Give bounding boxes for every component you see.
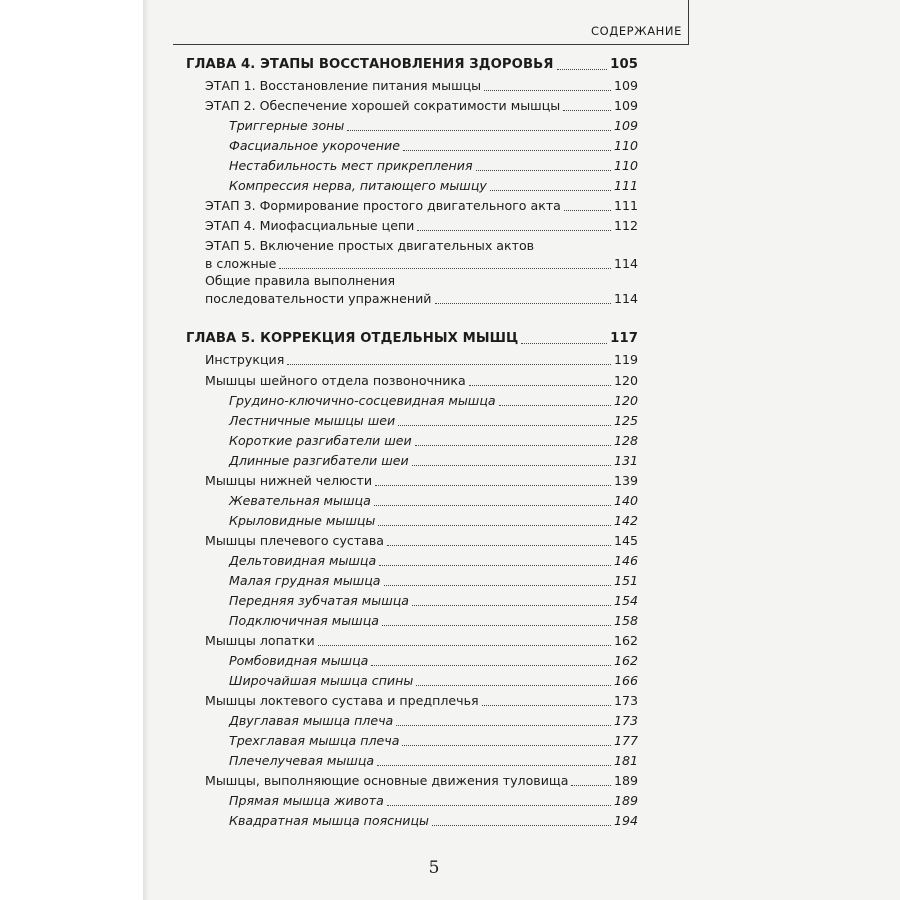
leader-dots [384, 585, 611, 586]
entry-title: Крыловидные мышцы [229, 513, 376, 528]
chapter-title: ГЛАВА 5. КОРРЕКЦИЯ ОТДЕЛЬНЫХ МЫШЦ [186, 331, 519, 346]
page-ref: 189 [613, 773, 638, 788]
toc-entry [205, 372, 638, 390]
page-ref: 162 [613, 633, 638, 648]
toc-entry [205, 197, 638, 215]
toc-subentry [229, 492, 638, 510]
leader-dots [371, 665, 611, 666]
entry-title: Короткие разгибатели шеи [229, 433, 412, 448]
page-ref: 110 [613, 158, 638, 173]
entry-title: Мышцы лопатки [205, 633, 315, 648]
leader-dots [482, 705, 611, 706]
entry-title: Подключичная мышца [229, 613, 379, 628]
page-ref: 120 [613, 393, 638, 408]
toc-entry [205, 290, 638, 308]
leader-dots [379, 565, 611, 566]
leader-dots [403, 150, 611, 151]
toc-entry [205, 692, 638, 710]
leader-dots [387, 545, 611, 546]
leader-dots [374, 505, 611, 506]
toc-entry [205, 255, 638, 273]
toc-subentry [229, 672, 638, 690]
page-ref: 119 [613, 352, 638, 367]
leader-dots [564, 210, 611, 211]
entry-title: ЭТАП 2. Обеспечение хорошей сократимости мышцы [205, 98, 561, 113]
entry-title: Нестабильность мест прикрепления [229, 158, 473, 173]
toc-subentry [229, 812, 638, 830]
page-ref: 139 [613, 473, 638, 488]
page-ref: 112 [613, 218, 638, 233]
page-ref: 110 [613, 138, 638, 153]
leader-dots [484, 90, 611, 91]
leader-dots [476, 170, 611, 171]
leader-dots [417, 230, 611, 231]
toc-subentry [229, 452, 638, 470]
entry-title: Прямая мышца живота [229, 793, 384, 808]
leader-dots [287, 364, 611, 365]
leader-dots [387, 805, 611, 806]
toc-entry [205, 532, 638, 550]
toc-entry-line1: Общие правила выполнения [205, 273, 396, 288]
toc-subentry [229, 732, 638, 750]
toc-subentry [229, 412, 638, 430]
page-ref: 177 [613, 733, 638, 748]
leader-dots [279, 268, 611, 269]
entry-title: Инструкция [205, 352, 285, 367]
entry-title: Длинные разгибатели шеи [229, 453, 409, 468]
page-ref: 105 [610, 57, 638, 72]
leader-dots [571, 785, 610, 786]
toc-subentry [229, 592, 638, 610]
running-header: СОДЕРЖАНИЕ [590, 24, 682, 38]
entry-title-continued: последовательности упражнений [205, 291, 432, 306]
toc-subentry [229, 572, 638, 590]
entry-title: Фасциальное укорочение [229, 138, 400, 153]
leader-dots [396, 725, 611, 726]
toc-subentry [229, 432, 638, 450]
entry-title: Квадратная мышца поясницы [229, 813, 429, 828]
entry-title: ЭТАП 4. Миофасциальные цепи [205, 218, 415, 233]
page-ref: 114 [613, 291, 638, 306]
toc-entry [205, 632, 638, 650]
leader-dots [377, 765, 611, 766]
toc-subentry [229, 792, 638, 810]
page-ref: 166 [613, 673, 638, 688]
leader-dots [469, 385, 611, 386]
entry-title-continued: в сложные [205, 256, 277, 271]
leader-dots [499, 405, 611, 406]
toc-entry [205, 97, 638, 115]
page-ref: 194 [613, 813, 638, 828]
leader-dots [415, 445, 611, 446]
entry-title: ЭТАП 1. Восстановление питания мышцы [205, 78, 482, 93]
leader-dots [375, 485, 611, 486]
toc-subentry [229, 612, 638, 630]
page-ref: 189 [613, 793, 638, 808]
toc-subentry [229, 652, 638, 670]
toc-subentry [229, 392, 638, 410]
entry-title: Плечелучевая мышца [229, 753, 375, 768]
toc-subentry [229, 157, 638, 175]
toc-entry-line1: ЭТАП 5. Включение простых двигательных актов [205, 238, 535, 253]
entry-title: Грудино-ключично-сосцевидная мышца [229, 393, 496, 408]
page-ref: 128 [613, 433, 638, 448]
entry-title: Мышцы плечевого сустава [205, 533, 385, 548]
leader-dots [416, 685, 611, 686]
leader-dots [318, 645, 611, 646]
page-ref: 158 [613, 613, 638, 628]
page-ref: 120 [613, 373, 638, 388]
page-ref: 114 [613, 256, 638, 271]
page-ref: 146 [613, 553, 638, 568]
entry-title: Мышцы шейного отдела позвоночника [205, 373, 466, 388]
entry-title: Мышцы нижней челюсти [205, 473, 373, 488]
page-ref: 125 [613, 413, 638, 428]
page-ref: 162 [613, 653, 638, 668]
page-ref: 117 [610, 331, 638, 346]
leader-dots [435, 303, 611, 304]
page-ref: 140 [613, 493, 638, 508]
toc-subentry [229, 752, 638, 770]
entry-title: Передняя зубчатая мышца [229, 593, 410, 608]
entry-title: Дельтовидная мышца [229, 553, 377, 568]
toc-entry [205, 351, 638, 369]
leader-dots [490, 190, 611, 191]
toc-entry [205, 77, 638, 95]
entry-title: Мышцы локтевого сустава и предплечья [205, 693, 479, 708]
toc-subentry [229, 137, 638, 155]
entry-title: Малая грудная мышца [229, 573, 381, 588]
page-ref: 173 [613, 693, 638, 708]
chapter-5-heading [186, 330, 638, 348]
page-ref: 109 [613, 78, 638, 93]
toc-subentry [229, 512, 638, 530]
leader-dots [347, 130, 611, 131]
entry-title: Триггерные зоны [229, 118, 345, 133]
entry-title: Жевательная мышца [229, 493, 371, 508]
entry-title: Двуглавая мышца плеча [229, 713, 394, 728]
page-ref: 142 [613, 513, 638, 528]
page-ref: 173 [613, 713, 638, 728]
toc-entry [205, 217, 638, 235]
toc-subentry [229, 117, 638, 135]
chapter-4-heading [186, 56, 638, 74]
entry-title: Широчайшая мышца спины [229, 673, 414, 688]
leader-dots [557, 69, 608, 70]
entry-title: Лестничные мышцы шеи [229, 413, 396, 428]
leader-dots [378, 525, 611, 526]
page-ref: 111 [613, 178, 638, 193]
toc-subentry [229, 552, 638, 570]
toc-entry [205, 472, 638, 490]
page-number: 5 [428, 858, 440, 878]
leader-dots [398, 425, 611, 426]
toc-subentry [229, 712, 638, 730]
page-ref: 109 [613, 118, 638, 133]
toc-subentry [229, 177, 638, 195]
leader-dots [382, 625, 611, 626]
page-ref: 109 [613, 98, 638, 113]
leader-dots [432, 825, 611, 826]
entry-title: Ромбовидная мышца [229, 653, 369, 668]
page-ref: 154 [613, 593, 638, 608]
leader-dots [402, 745, 611, 746]
leader-dots [521, 343, 607, 344]
leader-dots [563, 110, 611, 111]
leader-dots [412, 605, 611, 606]
page-ref: 131 [613, 453, 638, 468]
entry-title: Мышцы, выполняющие основные движения туловища [205, 773, 569, 788]
entry-title: ЭТАП 3. Формирование простого двигательного акта [205, 198, 561, 213]
page-ref: 111 [613, 198, 638, 213]
entry-title: Трехглавая мышца плеча [229, 733, 400, 748]
chapter-title: ГЛАВА 4. ЭТАПЫ ВОССТАНОВЛЕНИЯ ЗДОРОВЬЯ [186, 57, 554, 72]
toc-entry [205, 772, 638, 790]
page-ref: 145 [613, 533, 638, 548]
leader-dots [412, 465, 611, 466]
page-ref: 181 [613, 753, 638, 768]
entry-title: Компрессия нерва, питающего мышцу [229, 178, 487, 193]
page-ref: 151 [613, 573, 638, 588]
